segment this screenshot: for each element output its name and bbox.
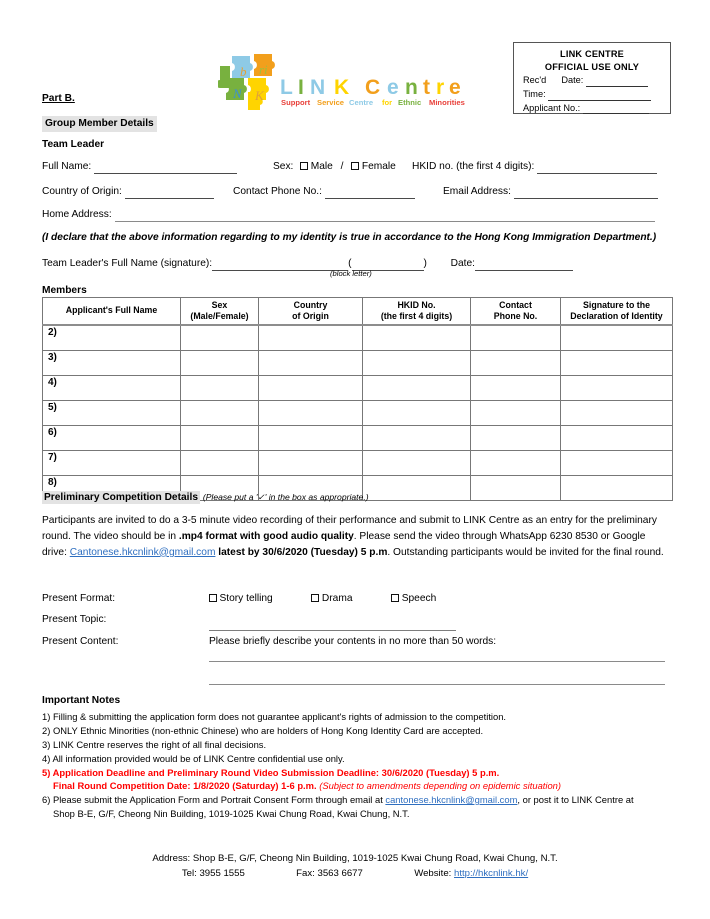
prelim-text-1: Participants are invited to do a 3-5 minute video recording of their performance and submit to LINK Centre as an entry for the preliminary round. The video should be in	[42, 515, 657, 542]
note-5-text: Application Deadline and Preliminary Round Video Submission Deadline: 30/6/2020 (Tuesday) 5 p.m.	[52, 767, 500, 778]
female-label: Female	[361, 161, 396, 172]
preliminary-heading: Preliminary Competition Details	[44, 492, 198, 503]
svg-text:C: C	[365, 76, 381, 99]
svg-text:K: K	[334, 76, 350, 99]
footer-contact-row	[0, 866, 710, 881]
puzzle-pieces-icon	[218, 54, 275, 110]
logo-wordmark	[280, 76, 461, 99]
row-index: 6)	[43, 426, 181, 451]
svg-text:L: L	[280, 76, 293, 99]
option-speech-checkbox[interactable]	[391, 594, 399, 602]
preliminary-heading-note: (Please put a '✓' in the box as appropriate.)	[202, 492, 369, 502]
hkid-input[interactable]	[537, 163, 657, 174]
note-item-1	[42, 710, 506, 725]
signature-close-paren: )	[423, 258, 427, 269]
row-index: 4)	[43, 376, 181, 401]
cell-sex[interactable]	[181, 426, 259, 451]
present-content-line-1[interactable]	[209, 661, 665, 662]
row-index: 8)	[43, 476, 181, 501]
sex-slash: /	[340, 161, 344, 172]
svg-text:K: K	[255, 88, 264, 103]
note-item-4	[42, 752, 345, 767]
column-header-signature: Signature to the Declaration of Identity	[561, 298, 673, 326]
email-address-input[interactable]	[514, 188, 658, 199]
time-input[interactable]	[548, 91, 651, 101]
note-3-text: LINK Centre reserves the right of all final decisions.	[52, 739, 267, 750]
date-label: Date:	[561, 75, 584, 86]
cell-signature[interactable]	[561, 401, 673, 426]
cell-phone[interactable]	[471, 401, 561, 426]
present-content-label: Present Content:	[42, 636, 119, 647]
option-story-telling-checkbox[interactable]	[209, 594, 217, 602]
cell-hkid[interactable]	[363, 351, 471, 376]
note-3-num: 3)	[42, 739, 51, 750]
column-header-full-name: Applicant's Full Name	[43, 298, 181, 326]
home-address-input[interactable]	[115, 211, 655, 222]
signature-input[interactable]	[212, 260, 348, 271]
svg-text:Support: Support	[281, 98, 311, 107]
footer-tel: Tel: 3955 1555	[181, 868, 245, 879]
present-topic-input[interactable]	[209, 620, 456, 631]
male-label: Male	[310, 161, 333, 172]
signature-open-paren: (	[348, 258, 352, 269]
column-header-sex: Sex (Male/Female)	[181, 298, 259, 326]
note-2-num: 2)	[42, 725, 51, 736]
preliminary-body	[42, 513, 672, 560]
note-4-text: All information provided would be of LINK Centre confidential use only.	[52, 753, 345, 764]
cell-phone[interactable]	[471, 351, 561, 376]
members-table	[42, 297, 673, 501]
option-drama-label: Drama	[321, 593, 353, 604]
svg-text:for: for	[382, 98, 393, 107]
column-header-contact-phone: Contact Phone No.	[471, 298, 561, 326]
section-group-member-details: Group Member Details	[42, 116, 157, 132]
option-story-telling-label: Story telling	[219, 593, 273, 604]
cell-sex[interactable]	[181, 376, 259, 401]
cell-country[interactable]	[259, 426, 363, 451]
footer-website-link[interactable]: http://hkcnlink.hk/	[454, 868, 529, 879]
preliminary-heading-row	[42, 492, 369, 503]
note-6-num: 6)	[42, 794, 51, 805]
table-row	[43, 401, 673, 426]
svg-text:r: r	[436, 76, 445, 99]
cell-country[interactable]	[259, 401, 363, 426]
note-1-num: 1)	[42, 711, 51, 722]
official-box-title-line1: LINK CENTRE	[560, 49, 624, 59]
important-notes-heading: Important Notes	[42, 695, 121, 706]
row-index: 2)	[43, 325, 181, 351]
svg-text:b: b	[240, 64, 247, 79]
cell-phone[interactable]	[471, 325, 561, 351]
link-centre-logo	[218, 52, 480, 110]
present-format-label: Present Format:	[42, 593, 116, 604]
cell-phone[interactable]	[471, 451, 561, 476]
option-speech-label: Speech	[401, 593, 437, 604]
cell-country[interactable]	[259, 376, 363, 401]
cell-sex[interactable]	[181, 325, 259, 351]
prelim-bold-mp4: .mp4 format with good audio quality	[178, 530, 354, 542]
table-row	[43, 426, 673, 451]
cell-hkid[interactable]	[363, 376, 471, 401]
prelim-bold-deadline: latest by 30/6/2020 (Tuesday) 5 p.m	[215, 546, 388, 558]
option-drama-checkbox[interactable]	[311, 594, 319, 602]
cell-sex[interactable]	[181, 401, 259, 426]
cell-country[interactable]	[259, 325, 363, 351]
table-row	[43, 351, 673, 376]
prelim-text-2: . Please send the video through WhatsApp 6230 8530 or Google drive:	[42, 530, 646, 558]
full-name-input[interactable]	[94, 163, 237, 174]
cell-hkid[interactable]	[363, 426, 471, 451]
applicant-no-label: Applicant No.:	[523, 102, 581, 113]
note-item-2	[42, 724, 483, 739]
sex-label: Sex:	[273, 161, 294, 172]
note-2-text: ONLY Ethnic Minorities (non-ethnic Chinese) who are holders of Hong Kong Identity Card are accepted.	[52, 725, 484, 736]
cell-country[interactable]	[259, 451, 363, 476]
present-content-line-2[interactable]	[209, 684, 665, 685]
table-row	[43, 451, 673, 476]
cell-sex[interactable]	[181, 451, 259, 476]
country-of-origin-label: Country of Origin:	[42, 186, 122, 197]
svg-text:e: e	[387, 76, 399, 99]
cell-signature[interactable]	[561, 476, 673, 501]
cell-phone[interactable]	[471, 376, 561, 401]
note-item-6-line2: Shop B-E, G/F, Cheong Nin Building, 1019-1025 Kwai Chung Road, Kwai Chung, N.T.	[53, 808, 410, 819]
applicant-no-input[interactable]	[583, 104, 649, 114]
present-topic-label: Present Topic:	[42, 614, 107, 625]
sex-male-checkbox[interactable]	[300, 162, 308, 170]
full-name-label: Full Name:	[42, 161, 92, 172]
note-5-final-round: Final Round Competition Date: 1/8/2020 (Saturday) 1-6 p.m.	[53, 780, 317, 791]
note-5-subject-note: (Subject to amendments depending on epidemic situation)	[319, 780, 562, 791]
svg-text:Minorities: Minorities	[429, 98, 465, 107]
note-6-text-b: , or post it to LINK Centre at	[517, 794, 634, 805]
recd-date-input[interactable]	[586, 77, 648, 87]
signature-date-label: Date:	[450, 258, 475, 269]
row-index: 3)	[43, 351, 181, 376]
svg-text:I: I	[298, 76, 304, 99]
note-4-num: 4)	[42, 753, 51, 764]
footer-address: Address: Shop B-E, G/F, Cheong Nin Building, 1019-1025 Kwai Chung Road, Kwai Chung, N.T.	[152, 853, 558, 864]
svg-text:Service: Service	[317, 98, 345, 107]
row-index: 7)	[43, 451, 181, 476]
note-item-5-line2	[53, 779, 561, 794]
cell-hkid[interactable]	[363, 325, 471, 351]
identity-declaration-text: (I declare that the above information regarding to my identity is true in accordance to the Hong Kong Immigration Department.)	[42, 232, 657, 243]
svg-text:N: N	[233, 86, 242, 101]
footer-website-label: Website:	[414, 868, 455, 879]
cell-signature[interactable]	[561, 376, 673, 401]
svg-text:Centre: Centre	[349, 98, 374, 107]
footer-fax: Fax: 3563 6677	[296, 868, 363, 879]
prelim-email-link[interactable]: Cantonese.hkcnlink@gmail.com	[69, 546, 216, 558]
svg-text:Ethnic: Ethnic	[398, 98, 422, 107]
note-6-text-a: Please submit the Application Form and Portrait Consent Form through email at	[52, 794, 386, 805]
members-table-header-row	[43, 298, 673, 326]
cell-hkid[interactable]	[363, 476, 471, 501]
members-heading: Members	[42, 285, 87, 296]
svg-text:ri: ri	[259, 62, 268, 77]
signature-date-input[interactable]	[475, 260, 573, 271]
svg-text:e: e	[449, 76, 461, 99]
section-team-leader: Team Leader	[42, 139, 105, 150]
official-use-box	[513, 42, 671, 114]
official-box-title-line2: OFFICIAL USE ONLY	[544, 61, 640, 72]
logo-tagline	[281, 98, 465, 107]
prelim-text-3: . Outstanding participants would be invited for the final round.	[387, 546, 664, 558]
contact-phone-input[interactable]	[325, 188, 415, 199]
cell-hkid[interactable]	[363, 451, 471, 476]
home-address-label: Home Address:	[42, 209, 112, 220]
cell-signature[interactable]	[561, 325, 673, 351]
svg-text:n: n	[405, 76, 418, 99]
present-format-options	[209, 592, 436, 606]
country-of-origin-input[interactable]	[125, 188, 214, 199]
logo-graphic	[218, 52, 480, 110]
row-index: 5)	[43, 401, 181, 426]
note-5-num: 5)	[42, 767, 51, 778]
note-item-3	[42, 738, 266, 753]
table-row	[43, 376, 673, 401]
svg-text:N: N	[310, 76, 326, 99]
table-row	[43, 325, 673, 351]
contact-phone-label: Contact Phone No.:	[233, 186, 322, 197]
cell-signature[interactable]	[561, 351, 673, 376]
note-item-6-line1	[42, 793, 634, 808]
cell-country[interactable]	[259, 351, 363, 376]
cell-hkid[interactable]	[363, 401, 471, 426]
cell-signature[interactable]	[561, 426, 673, 451]
svg-text:t: t	[423, 76, 430, 99]
column-header-country: Country of Origin	[259, 298, 363, 326]
part-label: Part B.	[42, 93, 75, 104]
hkid-label: HKID no. (the first 4 digits):	[412, 161, 535, 172]
signature-label: Team Leader's Full Name (signature):	[42, 258, 213, 269]
cell-sex[interactable]	[181, 351, 259, 376]
block-letter-note: (block letter)	[330, 269, 372, 278]
column-header-hkid: HKID No. (the first 4 digits)	[363, 298, 471, 326]
cell-phone[interactable]	[471, 426, 561, 451]
sex-female-checkbox[interactable]	[351, 162, 359, 170]
email-address-label: Email Address:	[443, 186, 511, 197]
time-label: Time:	[523, 89, 546, 100]
recd-label: Rec'd	[523, 75, 547, 86]
cell-phone[interactable]	[471, 476, 561, 501]
present-content-instruction: Please briefly describe your contents in no more than 50 words:	[209, 636, 497, 647]
note-6-email-link[interactable]: cantonese.hkcnlink@gmail.com	[385, 794, 518, 805]
cell-signature[interactable]	[561, 451, 673, 476]
note-1-text: Filling & submitting the application form does not guarantee applicant's rights of admission to the competition.	[52, 711, 507, 722]
